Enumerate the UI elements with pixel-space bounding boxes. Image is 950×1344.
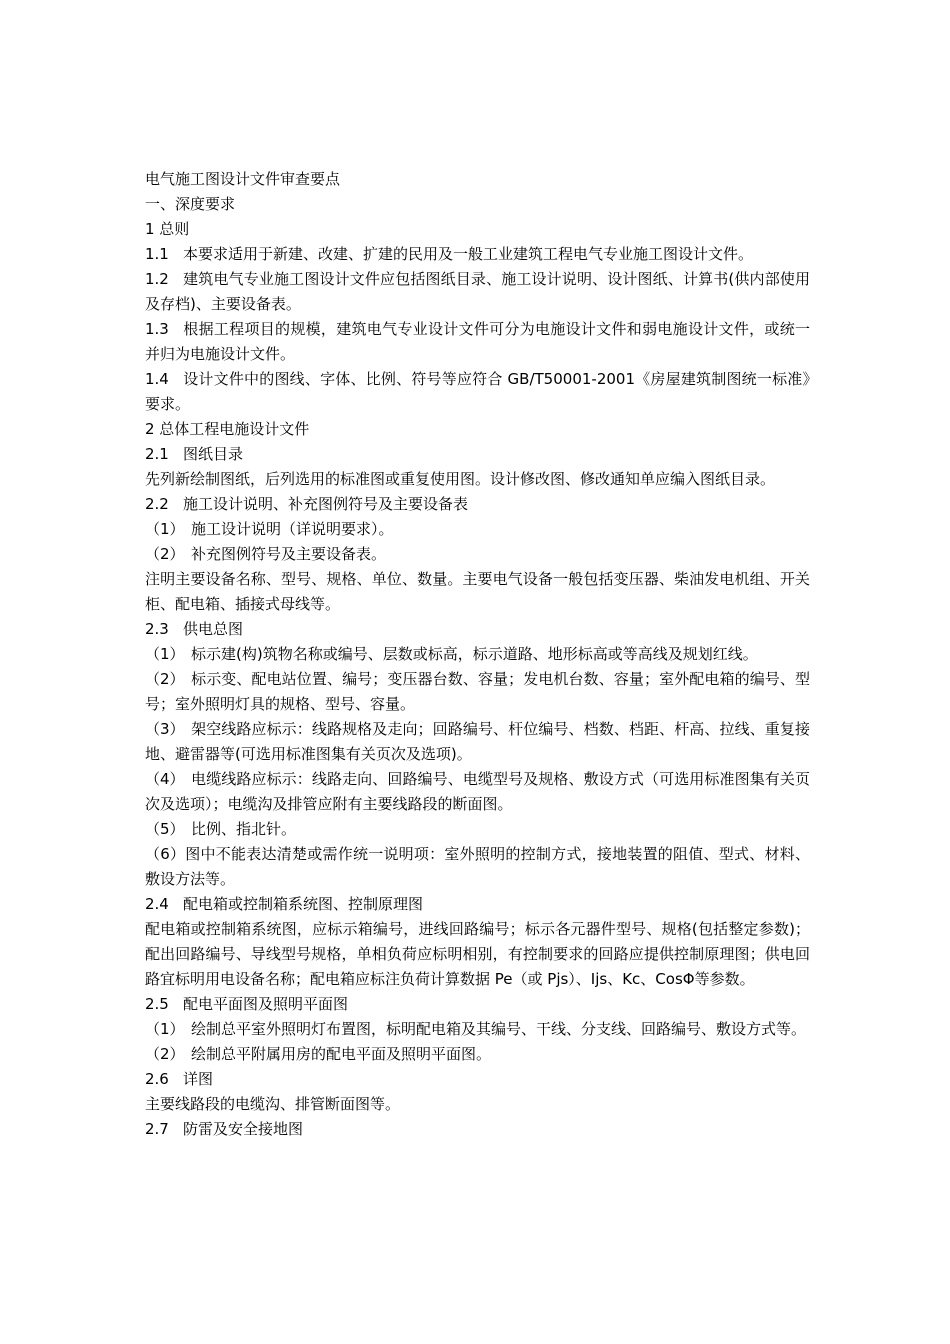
item-text: 电缆线路应标示：线路走向、回路编号、电缆型号及规格、敷设方式（可选用标准图集有关页次及选项）；电缆沟及排管应附有主要线路段的断面图。 [145, 770, 810, 813]
paragraph [145, 1067, 810, 1092]
clause-text: 图纸目录 [183, 445, 244, 463]
clause-text: 详图 [183, 1070, 214, 1088]
item-text: 补充图例符号及主要设备表。 [191, 545, 387, 563]
clause-text: 配电平面图及照明平面图 [183, 995, 349, 1013]
paragraph [145, 667, 810, 717]
clause-text: 施工设计说明、补充图例符号及主要设备表 [183, 495, 469, 513]
item-number: （4） [145, 770, 185, 788]
clause-text: 防雷及安全接地图 [183, 1120, 304, 1138]
paragraph [145, 617, 810, 642]
document-page [145, 167, 810, 1142]
item-number: （1） [145, 520, 185, 538]
clause-number: 1.3 [145, 320, 169, 338]
paragraph [145, 767, 810, 817]
clause-number: 2.5 [145, 995, 169, 1013]
clause-number: 2.1 [145, 445, 169, 463]
section-heading: 一、深度要求 [145, 195, 236, 213]
item-text: 施工设计说明（详说明要求）。 [191, 520, 394, 538]
item-number: （1） [145, 645, 185, 663]
clause-text: 供电总图 [183, 620, 244, 638]
paragraph [145, 492, 810, 517]
item-number: （3） [145, 720, 185, 738]
clause-number: 1.2 [145, 270, 169, 288]
item-number: （2） [145, 1045, 185, 1063]
paragraph [145, 1117, 810, 1142]
paragraph [145, 367, 810, 417]
paragraph [145, 892, 810, 917]
paragraph [145, 817, 810, 842]
paragraph [145, 642, 810, 667]
section-heading: 2 总体工程电施设计文件 [145, 420, 310, 438]
paragraph [145, 517, 810, 542]
document-title: 电气施工图设计文件审查要点 [145, 170, 341, 188]
paragraph [145, 717, 810, 767]
item-text: 标示变、配电站位置、编号；变压器台数、容量；发电机台数、容量；室外配电箱的编号、型号；室外照明灯具的规格、型号、容量。 [145, 670, 810, 713]
paragraph [145, 992, 810, 1017]
item-number: （2） [145, 545, 185, 563]
clause-number: 2.4 [145, 895, 169, 913]
clause-number: 2.2 [145, 495, 169, 513]
clause-text: 配电箱或控制箱系统图、控制原理图 [183, 895, 424, 913]
clause-number: 1.4 [145, 370, 169, 388]
item-text: 图中不能表达清楚或需作统一说明项：室外照明的控制方式，接地装置的阻值、型式、材料、敷设方法等。 [145, 845, 810, 888]
item-text: 标示建(构)筑物名称或编号、层数或标高，标示道路、地形标高或等高线及规划红线。 [191, 645, 758, 663]
paragraph: 配电箱或控制箱系统图，应标示箱编号，进线回路编号；标示各元器件型号、规格(包括整定参数)；配出回路编号、导线型号规格，单相负荷应标明相别，有控制要求的回路应提供控制原理图；供电回路宜标明用电设备名称；配电箱应标注负荷计算数据 Pe（或 Pjs）、Ijs、Kc、CosΦ等参数。 [145, 920, 810, 988]
item-number: （1） [145, 1020, 185, 1038]
item-number: （2） [145, 670, 185, 688]
paragraph: 主要线路段的电缆沟、排管断面图等。 [145, 1095, 401, 1113]
paragraph [145, 542, 810, 567]
clause-number: 2.6 [145, 1070, 169, 1088]
item-text: 绘制总平室外照明灯布置图，标明配电箱及其编号、干线、分支线、回路编号、敷设方式等。 [191, 1020, 807, 1038]
item-text: 绘制总平附属用房的配电平面及照明平面图。 [191, 1045, 492, 1063]
paragraph [145, 1042, 810, 1067]
item-number: （6） [145, 845, 186, 863]
clause-number: 2.3 [145, 620, 169, 638]
paragraph [145, 317, 810, 367]
paragraph [145, 267, 810, 317]
paragraph: 先列新绘制图纸，后列选用的标准图或重复使用图。设计修改图、修改通知单应编入图纸目录。 [145, 470, 776, 488]
paragraph: 注明主要设备名称、型号、规格、单位、数量。主要电气设备一般包括变压器、柴油发电机组、开关柜、配电箱、插接式母线等。 [145, 570, 810, 613]
clause-number: 1.1 [145, 245, 169, 263]
clause-text: 本要求适用于新建、改建、扩建的民用及一般工业建筑工程电气专业施工图设计文件。 [183, 245, 754, 263]
clause-text: 设计文件中的图线、字体、比例、符号等应符合 GB/T50001-2001《房屋建筑制图统一标准》要求。 [145, 370, 810, 413]
paragraph [145, 1017, 810, 1042]
section-heading: 1 总则 [145, 220, 190, 238]
paragraph [145, 442, 810, 467]
clause-number: 2.7 [145, 1120, 169, 1138]
paragraph [145, 242, 810, 267]
paragraph [145, 842, 810, 892]
item-number: （5） [145, 820, 185, 838]
clause-text: 建筑电气专业施工图设计文件应包括图纸目录、施工设计说明、设计图纸、计算书(供内部使用及存档)、主要设备表。 [145, 270, 810, 313]
clause-text: 根据工程项目的规模，建筑电气专业设计文件可分为电施设计文件和弱电施设计文件，或统一并归为电施设计文件。 [145, 320, 810, 363]
item-text: 比例、指北针。 [191, 820, 297, 838]
item-text: 架空线路应标示：线路规格及走向；回路编号、杆位编号、档数、档距、杆高、拉线、重复接地、避雷器等(可选用标准图集有关页次及选项)。 [145, 720, 810, 763]
